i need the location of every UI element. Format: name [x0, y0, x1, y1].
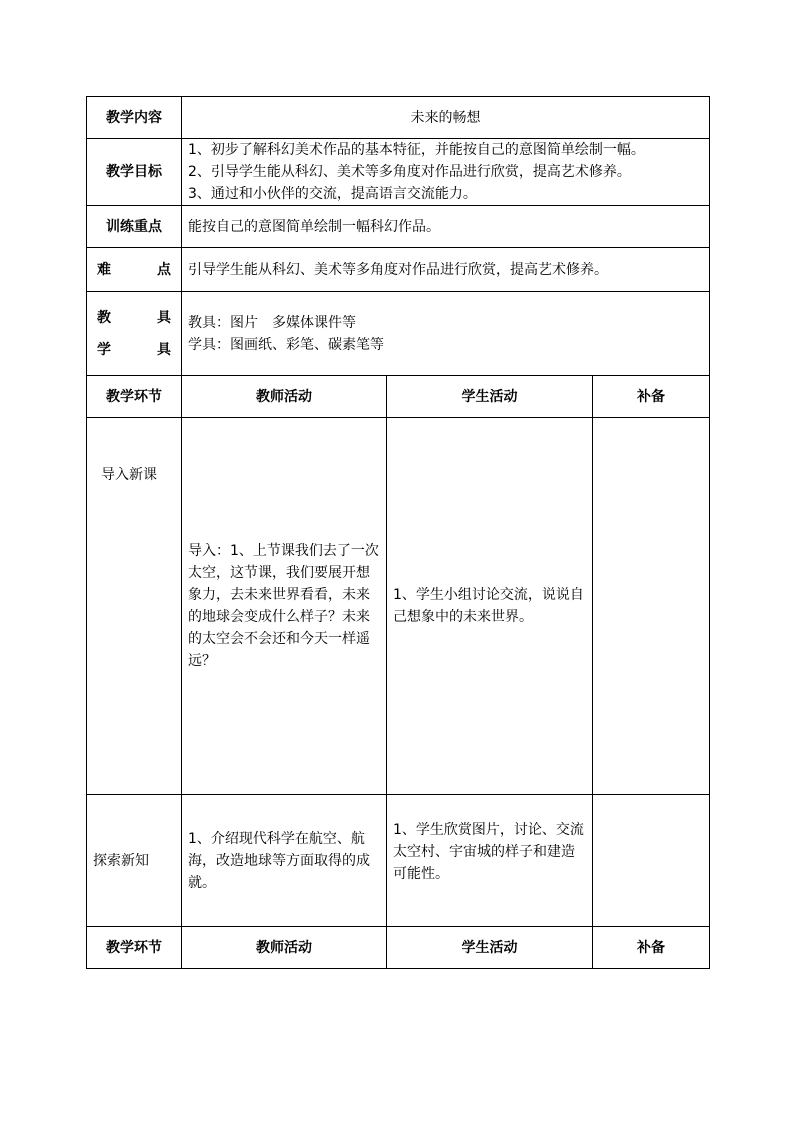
table-row	[87, 795, 710, 927]
tools-row	[87, 292, 710, 376]
footer-student-header: 学生活动	[387, 927, 593, 969]
student-tools-value: 学具：图画纸、彩笔、碳素笔等	[188, 336, 384, 353]
notes-intro	[593, 418, 710, 795]
focus-label: 训练重点	[87, 206, 182, 248]
goals-label: 教学目标	[87, 139, 182, 206]
footer-notes-header: 补备	[593, 927, 710, 969]
student-activity-explore: 1、学生欣赏图片，讨论、交流太空村、宇宙城的样子和建造可能性。	[387, 795, 593, 927]
notes-explore	[593, 795, 710, 927]
student-activity-intro: 1、学生小组讨论交流，说说自己想象中的未来世界。	[387, 418, 593, 795]
goals-row	[87, 139, 710, 206]
focus-value: 能按自己的意图简单绘制一幅科幻作品。	[182, 206, 710, 248]
student-tools-label-b: 具	[157, 341, 171, 358]
table-row	[87, 418, 710, 795]
footer-teacher-header: 教师活动	[182, 927, 387, 969]
lesson-title: 未来的畅想	[182, 97, 710, 139]
tools-label	[87, 292, 182, 376]
segment-explore: 探索新知	[87, 795, 182, 927]
lesson-plan-table	[86, 96, 710, 969]
col-segment-header: 教学环节	[87, 376, 182, 418]
goal-item-1: 1、初步了解科幻美术作品的基本特征，并能按自己的意图简单绘制一幅。	[188, 142, 645, 158]
difficulty-label-a: 难	[97, 261, 111, 278]
footer-segment-header: 教学环节	[87, 927, 182, 969]
teacher-tools-label-b: 具	[157, 309, 171, 326]
teacher-tools-label-a: 教	[97, 309, 111, 326]
difficulty-label	[87, 248, 182, 292]
column-header-row	[87, 376, 710, 418]
teacher-tools-value: 教具：图片 多媒体课件等	[188, 314, 356, 331]
focus-row	[87, 206, 710, 248]
teacher-activity-explore: 1、介绍现代科学在航空、航海，改造地球等方面取得的成就。	[182, 795, 387, 927]
difficulty-value: 引导学生能从科幻、美术等多角度对作品进行欣赏，提高艺术修养。	[182, 248, 710, 292]
student-tools-label-a: 学	[97, 341, 111, 358]
tools-value	[182, 292, 710, 376]
goal-item-2: 2、引导学生能从科幻、美术等多角度对作品进行欣赏，提高艺术修养。	[188, 164, 631, 180]
goals-list	[182, 139, 710, 206]
teacher-activity-intro: 导入：1、上节课我们去了一次太空，这节课，我们要展开想象力，去未来世界看看，未来的地球会变成什么样子？未来的太空会不会还和今天一样遥远？	[182, 418, 387, 795]
col-teacher-header: 教师活动	[182, 376, 387, 418]
segment-intro: 导入新课	[87, 418, 182, 795]
footer-header-row	[87, 927, 710, 969]
difficulty-label-b: 点	[157, 261, 171, 278]
content-row	[87, 97, 710, 139]
col-notes-header: 补备	[593, 376, 710, 418]
col-student-header: 学生活动	[387, 376, 593, 418]
goal-item-3: 3、通过和小伙伴的交流，提高语言交流能力。	[188, 186, 477, 202]
content-label: 教学内容	[87, 97, 182, 139]
difficulty-row	[87, 248, 710, 292]
